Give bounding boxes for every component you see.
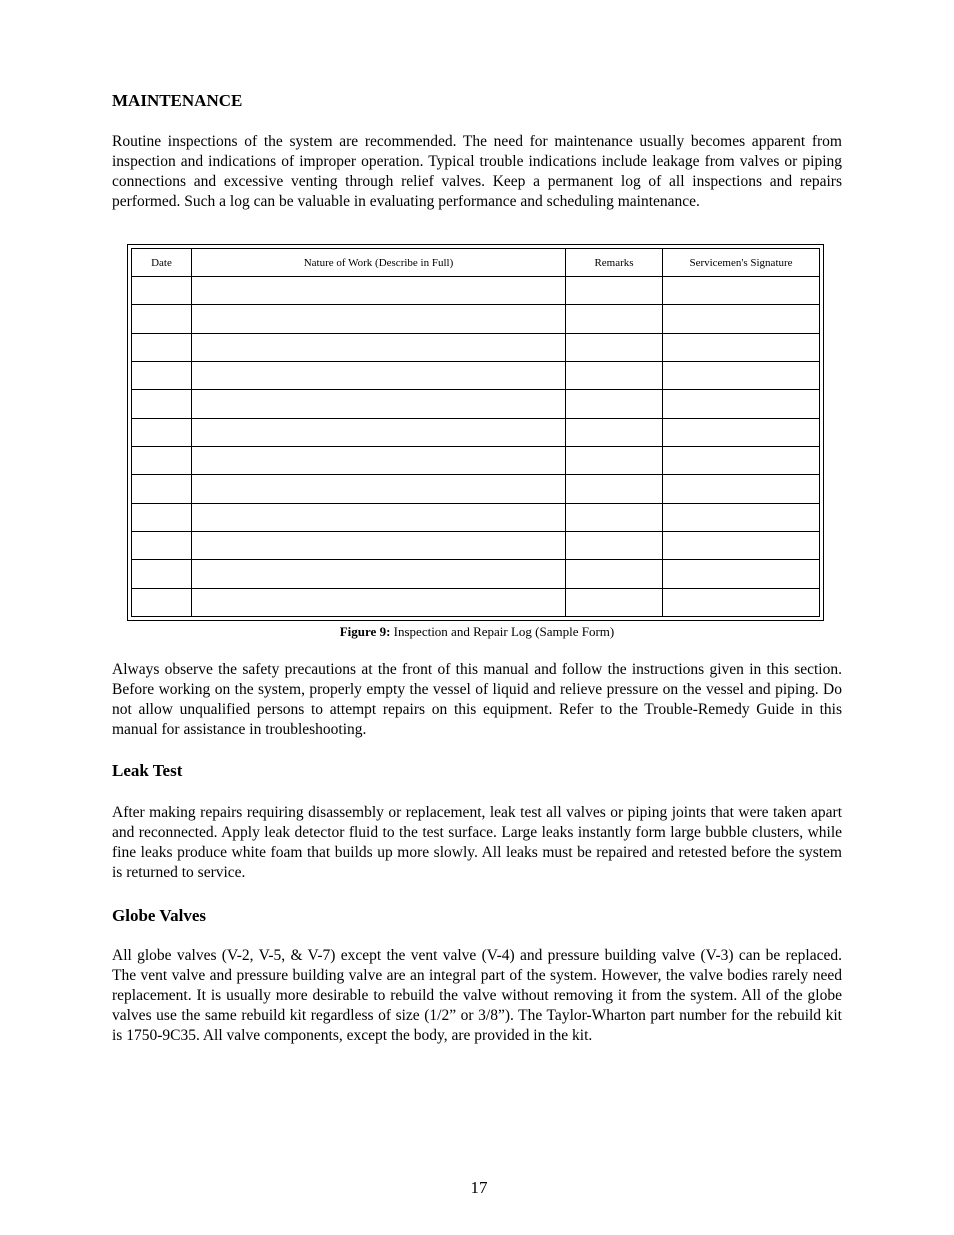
- log-cell-remarks[interactable]: [566, 277, 663, 305]
- log-cell-remarks[interactable]: [566, 531, 663, 559]
- log-cell-remarks[interactable]: [566, 503, 663, 531]
- log-cell-nature-of-work[interactable]: [192, 588, 566, 616]
- column-header-remarks: Remarks: [566, 249, 663, 277]
- log-cell-signature[interactable]: [663, 560, 820, 588]
- log-cell-date[interactable]: [132, 531, 192, 559]
- log-row: [132, 531, 820, 559]
- log-cell-nature-of-work[interactable]: [192, 503, 566, 531]
- log-cell-date[interactable]: [132, 361, 192, 389]
- safety-paragraph: Always observe the safety precautions at the front of this manual and follow the instructions given in this section. Before working on the system, properly empty the vessel of liquid and relieve pressure on the vessel and piping. Do not allow unqualified persons to attempt repairs on this equipment. Refer to the Trouble-Remedy Guide in this manual for assistance in troubleshooting.: [112, 661, 842, 738]
- log-cell-nature-of-work[interactable]: [192, 277, 566, 305]
- log-cell-nature-of-work[interactable]: [192, 531, 566, 559]
- leak-test-heading: Leak Test: [112, 761, 183, 780]
- inspection-log-table: [131, 248, 820, 617]
- log-row: [132, 503, 820, 531]
- log-row: [132, 333, 820, 361]
- log-cell-signature[interactable]: [663, 418, 820, 446]
- log-cell-nature-of-work[interactable]: [192, 361, 566, 389]
- figure-caption-text: Inspection and Repair Log (Sample Form): [390, 624, 615, 639]
- log-cell-date[interactable]: [132, 390, 192, 418]
- log-cell-signature[interactable]: [663, 390, 820, 418]
- log-cell-signature[interactable]: [663, 446, 820, 474]
- log-cell-remarks[interactable]: [566, 305, 663, 333]
- log-cell-nature-of-work[interactable]: [192, 560, 566, 588]
- log-cell-date[interactable]: [132, 503, 192, 531]
- inspection-repair-log-form: [127, 244, 824, 621]
- leak-test-paragraph: After making repairs requiring disassembly or replacement, leak test all valves or piping joints that were taken apart and reconnected. Apply leak detector fluid to the test surface. Large leaks instantly form large bubble clusters, while fine leaks produce white foam that builds up more slowly. All leaks must be repaired and retested before the system is returned to service.: [112, 804, 842, 881]
- log-cell-remarks[interactable]: [566, 418, 663, 446]
- log-cell-signature[interactable]: [663, 305, 820, 333]
- log-cell-remarks[interactable]: [566, 361, 663, 389]
- log-row: [132, 560, 820, 588]
- log-cell-signature[interactable]: [663, 475, 820, 503]
- log-cell-nature-of-work[interactable]: [192, 446, 566, 474]
- log-cell-date[interactable]: [132, 588, 192, 616]
- log-header-row: [132, 249, 820, 277]
- maintenance-intro-paragraph: Routine inspections of the system are recommended. The need for maintenance usually becomes apparent from inspection and indications of improper operation. Typical trouble indications include leakage from valves or piping connections and excessive venting through relief valves. Keep a permanent log of all inspections and repairs performed. Such a log can be valuable in evaluating performance and scheduling maintenance.: [112, 133, 842, 210]
- maintenance-heading: MAINTENANCE: [112, 91, 243, 110]
- log-cell-signature[interactable]: [663, 531, 820, 559]
- log-cell-signature[interactable]: [663, 588, 820, 616]
- log-cell-date[interactable]: [132, 418, 192, 446]
- log-cell-date[interactable]: [132, 475, 192, 503]
- log-cell-signature[interactable]: [663, 277, 820, 305]
- log-body: [132, 277, 820, 617]
- log-cell-date[interactable]: [132, 277, 192, 305]
- log-row: [132, 277, 820, 305]
- log-row: [132, 305, 820, 333]
- log-cell-remarks[interactable]: [566, 475, 663, 503]
- log-row: [132, 588, 820, 616]
- log-row: [132, 475, 820, 503]
- log-cell-signature[interactable]: [663, 333, 820, 361]
- log-cell-remarks[interactable]: [566, 588, 663, 616]
- log-cell-signature[interactable]: [663, 361, 820, 389]
- log-cell-date[interactable]: [132, 560, 192, 588]
- figure-caption: [0, 624, 954, 640]
- log-cell-remarks[interactable]: [566, 560, 663, 588]
- log-cell-nature-of-work[interactable]: [192, 475, 566, 503]
- log-cell-nature-of-work[interactable]: [192, 390, 566, 418]
- page-number: 17: [470, 1178, 488, 1197]
- globe-valves-paragraph: All globe valves (V-2, V-5, & V-7) except the vent valve (V-4) and pressure building valve (V-3) can be replaced. The vent valve and pressure building valve are an integral part of the system. However, the valve bodies rarely need replacement. It is usually more desirable to rebuild the valve without removing it from the system. All of the globe valves use the same rebuild kit regardless of size (1/2” or 3/8”). The Taylor-Wharton part number for the rebuild kit is 1750-9C35. All valve components, except the body, are provided in the kit.: [112, 947, 842, 1044]
- column-header-signature: Servicemen's Signature: [663, 249, 820, 277]
- column-header-date: Date: [132, 249, 192, 277]
- log-row: [132, 418, 820, 446]
- log-cell-signature[interactable]: [663, 503, 820, 531]
- log-cell-date[interactable]: [132, 305, 192, 333]
- globe-valves-heading: Globe Valves: [112, 906, 206, 925]
- column-header-nature-of-work: Nature of Work (Describe in Full): [192, 249, 566, 277]
- log-cell-date[interactable]: [132, 446, 192, 474]
- log-cell-nature-of-work[interactable]: [192, 418, 566, 446]
- log-row: [132, 446, 820, 474]
- figure-label: Figure 9:: [339, 624, 391, 639]
- log-row: [132, 390, 820, 418]
- log-cell-nature-of-work[interactable]: [192, 305, 566, 333]
- log-cell-date[interactable]: [132, 333, 192, 361]
- log-cell-remarks[interactable]: [566, 446, 663, 474]
- log-cell-remarks[interactable]: [566, 390, 663, 418]
- log-row: [132, 361, 820, 389]
- log-cell-remarks[interactable]: [566, 333, 663, 361]
- log-cell-nature-of-work[interactable]: [192, 333, 566, 361]
